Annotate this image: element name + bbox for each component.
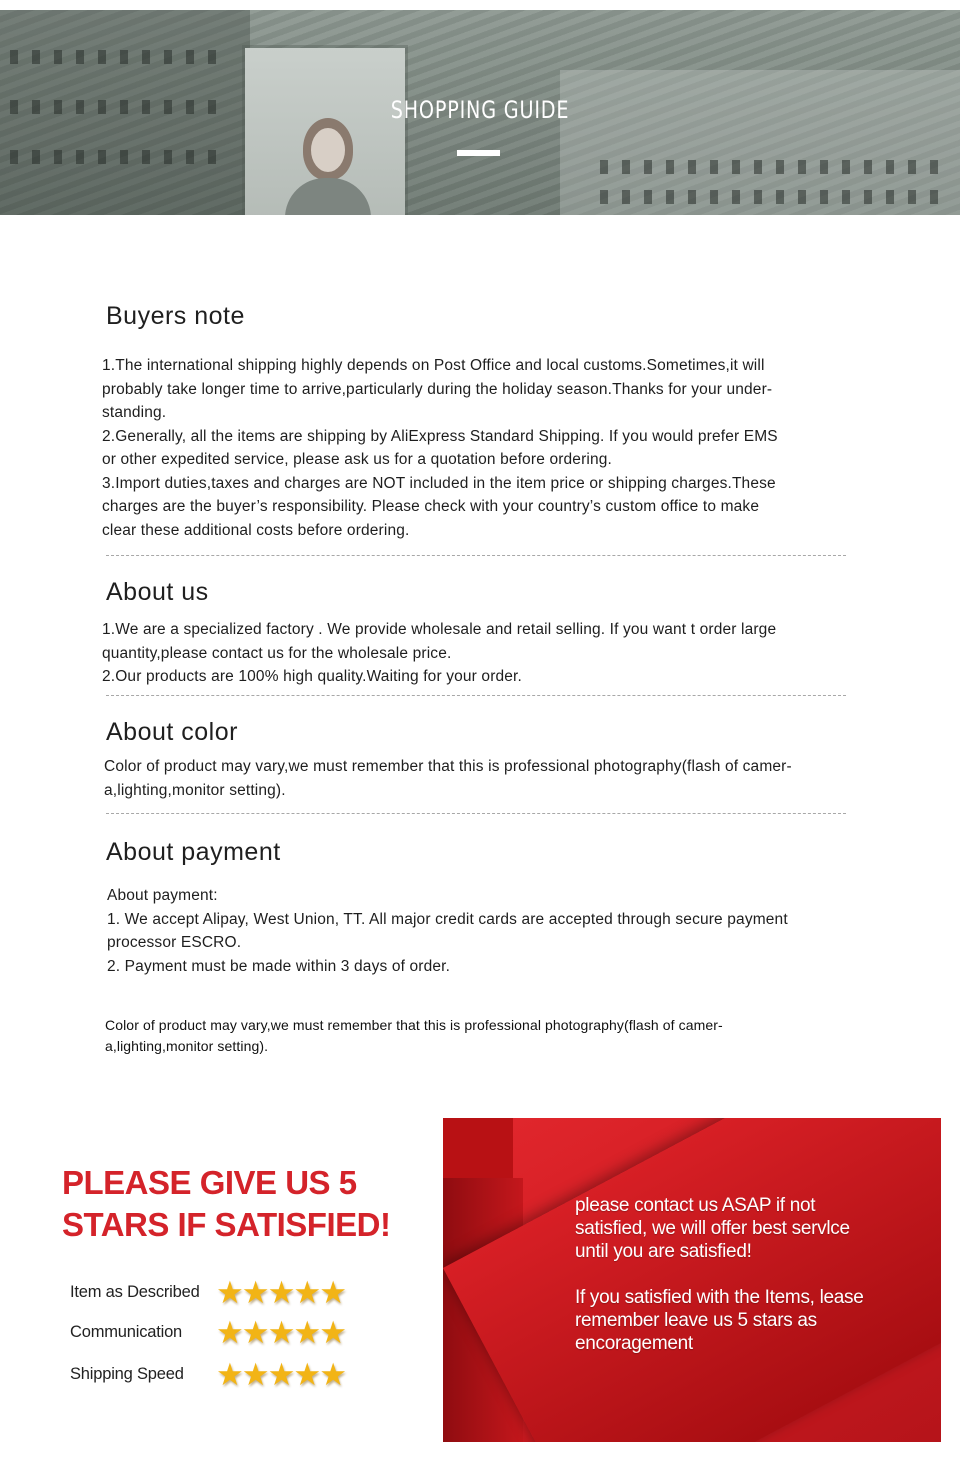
banner-windows — [600, 190, 940, 204]
text-line: probably take longer time to arrive,particularly during the holiday season.Thanks for your under- — [102, 380, 773, 398]
five-stars-request-title — [62, 1162, 390, 1246]
text-line: processor ESCRO. — [107, 934, 242, 951]
text-line: 2.Generally, all the items are shipping by AliExpress Standard Shipping. If you would prefer EMS — [102, 427, 778, 445]
banner-windows — [10, 50, 230, 64]
text-line: charges are the buyer’s responsibility. Please check with your country’s custom office to make — [102, 498, 760, 515]
message-line: If you satisfied with the Items, lease — [575, 1287, 864, 1308]
about-color-heading: About color — [106, 718, 238, 746]
message-line: satisfied, we will offer best servlce — [575, 1218, 850, 1239]
about-color-text — [104, 755, 864, 802]
message-line: please contact us ASAP if not — [575, 1195, 816, 1216]
about-payment-text — [107, 884, 867, 978]
color-note-text — [105, 1015, 825, 1057]
message-spacer — [575, 1263, 935, 1286]
title-line: PLEASE GIVE US 5 — [62, 1164, 357, 1201]
text-line: a,lighting,monitor setting). — [104, 781, 286, 799]
star-icon: ★ — [319, 1315, 347, 1350]
banner-windows — [10, 150, 230, 164]
rating-label: Item as Described — [70, 1283, 200, 1301]
about-payment-heading: About payment — [106, 838, 281, 866]
text-line: 1.The international shipping highly depends on Post Office and local customs.Sometimes,it will — [102, 357, 765, 374]
text-line: or other expedited service, please ask us for a quotation before ordering. — [102, 451, 612, 468]
buyers-note-text — [102, 354, 862, 542]
about-us-text — [102, 618, 862, 689]
text-line: a,lighting,monitor setting). — [105, 1038, 269, 1054]
message-line: remember leave us 5 stars as — [575, 1310, 817, 1331]
banner-underline — [457, 150, 500, 156]
star-icon: ★ — [319, 1357, 347, 1392]
text-line: 1. We accept Alipay, West Union, TT. All major credit cards are accepted through secure payment — [107, 910, 788, 928]
rating-label: Communication — [70, 1323, 183, 1341]
billboard-woman-body — [285, 178, 371, 215]
about-us-heading: About us — [106, 578, 209, 606]
section-divider — [106, 695, 846, 696]
billboard-woman-face — [311, 128, 345, 172]
star-icon: ★ — [293, 1357, 322, 1392]
banner-billboard-image — [245, 48, 405, 215]
banner-title: SHOPPING GUIDE — [390, 96, 570, 124]
star-icon: ★ — [267, 1357, 296, 1392]
rating-stars — [216, 1277, 345, 1309]
text-line: clear these additional costs before ordering. — [102, 521, 410, 539]
section-divider — [106, 555, 846, 556]
message-line: until you are satisfied! — [575, 1241, 752, 1262]
shopping-guide-banner — [0, 10, 960, 215]
rating-stars — [216, 1359, 345, 1391]
section-divider — [106, 813, 846, 814]
star-icon: ★ — [241, 1275, 270, 1310]
star-icon: ★ — [267, 1315, 296, 1350]
text-line: Color of product may vary,we must remember that this is professional photography(flash of camer- — [105, 1017, 723, 1033]
star-icon: ★ — [216, 1315, 244, 1350]
rating-label: Shipping Speed — [70, 1365, 184, 1383]
text-line: About payment: — [107, 887, 218, 904]
text-line: 1.We are a specialized factory . We provide wholesale and retail selling. If you want t order large — [102, 621, 777, 638]
star-icon: ★ — [319, 1275, 347, 1310]
text-line: quantity,please contact us for the wholesale price. — [102, 644, 452, 662]
banner-windows — [600, 160, 940, 174]
title-line: STARS IF SATISFIED! — [62, 1206, 391, 1243]
text-line: Color of product may vary,we must remember that this is professional photography(flash of camer- — [104, 758, 792, 775]
rating-stars — [216, 1317, 345, 1349]
star-icon: ★ — [293, 1315, 322, 1350]
star-icon: ★ — [241, 1357, 270, 1392]
star-icon: ★ — [216, 1357, 244, 1392]
star-icon: ★ — [216, 1275, 244, 1310]
text-line: 2. Payment must be made within 3 days of order. — [107, 957, 451, 975]
red-gift-box-image — [443, 1118, 941, 1442]
star-icon: ★ — [267, 1275, 296, 1310]
message-line: encoragement — [575, 1333, 693, 1354]
text-line: 2.Our products are 100% high quality.Waiting for your order. — [102, 668, 522, 685]
buyers-note-heading: Buyers note — [106, 302, 245, 330]
text-line: 3.Import duties,taxes and charges are NOT included in the item price or shipping charges.These — [102, 474, 776, 492]
star-icon: ★ — [241, 1315, 270, 1350]
text-line: standing. — [102, 404, 167, 421]
satisfaction-message — [575, 1194, 935, 1355]
star-icon: ★ — [293, 1275, 322, 1310]
